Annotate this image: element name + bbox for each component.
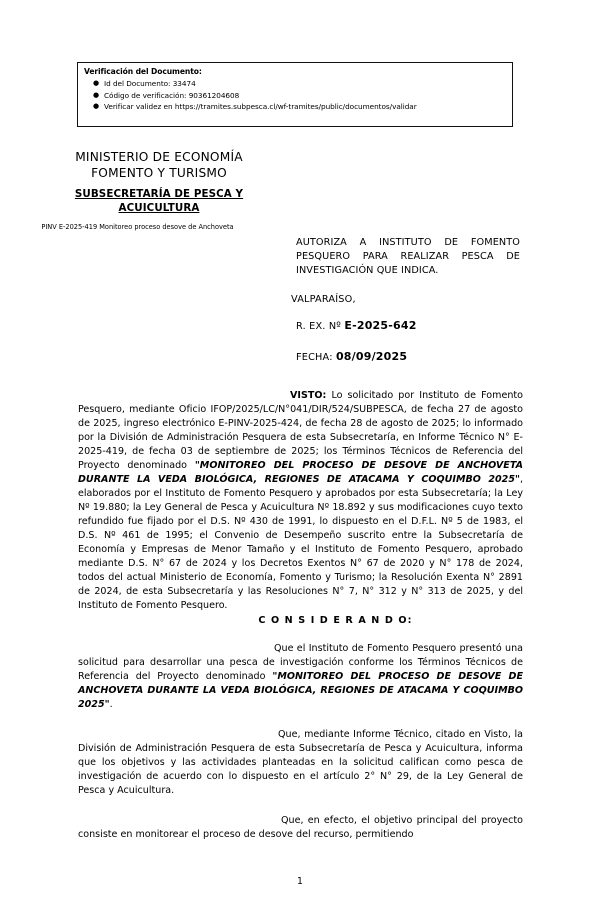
bullet-icon: ● — [93, 102, 100, 111]
resolution-subject-block — [296, 236, 520, 277]
resolution-subject: AUTORIZA A INSTITUTO DE FOMENTO PESQUERO PARA REALIZAR PESCA DE INVESTIGACIÓN QUE INDICA. — [296, 237, 520, 276]
resolution-date-label: FECHA: — [296, 352, 333, 363]
subsecretaria-heading — [24, 188, 294, 215]
list-item — [93, 90, 512, 102]
resolution-number-value: E-2025-642 — [344, 319, 417, 332]
considerando-1-text-part-2: . — [109, 698, 113, 710]
spacer — [78, 712, 523, 728]
subsecretaria-line-2: ACUICULTURA — [118, 201, 200, 214]
verification-code: Código de verificación: 90361204608 — [104, 90, 240, 100]
bullet-icon: ● — [93, 90, 100, 99]
ministry-name-line-1: MINISTERIO DE ECONOMÍA — [75, 150, 243, 164]
ministry-name-line-2: FOMENTO Y TURISMO — [91, 165, 227, 180]
considerando-2-text: Que, mediante Informe Técnico, citado en Visto, la División de Administración Pesquera de esta Subsecretaría de Pesca y Acuicultura, informa que los objetivos y las actividades planteadas en la solicitud califican como pesca de investigación de acuerdo con lo dispuesto en el artículo 2° N° 29, de la Ley General de Pesca y Acuicultura. — [78, 728, 523, 796]
verification-box-title: Verificación del Documento: — [84, 67, 202, 76]
paragraph-visto — [78, 389, 523, 613]
visto-project-title: "MONITOREO DEL PROCESO DE DESOVE DE ANCHOVETA DURANTE LA VEDA BIOLÓGICA, REGIONES DE ATACAMA Y COQUIMBO 2025" — [78, 459, 523, 485]
considerando-3-text: Que, en efecto, el objetivo principal del proyecto consiste en monitorear el proceso de desove del recurso, permitiendo — [78, 814, 523, 840]
visto-label: VISTO: — [290, 390, 327, 401]
subsecretaria-line-1: SUBSECRETARÍA DE PESCA Y — [74, 188, 244, 201]
spacer — [78, 626, 523, 642]
page-number: 1 — [297, 876, 303, 887]
visto-text-part-2: , elaborados por el Instituto de Fomento Pesquero y aprobados por esta Subsecretaría; la Ley Nº 19.880; la Ley General de Pesca y Acuicultura Nº 18.892 y sus modificaciones cuyo texto refundido fue fijado por el D.S. Nº 430 de 1991, lo dispuesto en el D.F.L. Nº 5 de 1983, el D.S. Nº 461 de 1995; el Convenio de Desempeño suscrito entre la Subsecretaría de Economía y Empresas de Menor Tamaño y el Instituto de Fomento Pesquero, aprobado mediante D.S. N° 67 de 2024 y los Decretos Exentos N° 67 de 2020 y N° 178 de 2024, todos del actual Ministerio de Economía, Fomento y Turismo; la Resolución Exenta N° 2891 de 2024, de esta Subsecretaría y las Resoluciones N° 7, N° 312 y N° 313 de 2025, y del Instituto de Fomento Pesquero. — [78, 473, 523, 611]
paragraph-considerando-3 — [78, 814, 523, 842]
list-item — [93, 78, 512, 90]
verification-id: Id del Documento: 33474 — [104, 79, 196, 89]
spacer — [78, 798, 523, 814]
paragraph-considerando-2 — [78, 728, 523, 798]
considerando-1-project-title: "MONITOREO DEL PROCESO DE DESOVE DE ANCHOVETA DURANTE LA VEDA BIOLÓGICA, REGIONES DE ATACAMA Y COQUIMBO 2025" — [78, 670, 523, 710]
resolution-date-line — [296, 350, 407, 363]
verification-url: Verificar validez en https://tramites.subpesca.cl/wf-tramites/public/documentos/validar — [104, 102, 417, 112]
verification-box-list — [78, 78, 512, 113]
project-reference-text: PINV E-2025-419 Monitoreo proceso desove de Anchoveta — [41, 222, 234, 231]
resolution-number-label: R. EX. Nº — [296, 321, 342, 332]
resolution-number-line — [296, 319, 417, 332]
visto-text-part-1: Lo solicitado por Instituto de Fomento Pesquero, mediante Oficio IFOP/2025/LC/N°041/DIR/524/SUBPESCA, de fecha 27 de agosto de 2025, ingreso electrónico E-PINV-2025-424, de fecha 28 de agosto de 2025; lo informado por la División de Administración Pesquera de esta Subsecretaría, en Informe Técnico N° E-2025-419, de fecha 03 de septiembre de 2025; los Términos Técnicos de Referencia del Proyecto denominado — [78, 390, 523, 471]
bullet-icon: ● — [93, 79, 100, 88]
resolution-date-value: 08/09/2025 — [335, 350, 408, 363]
paragraph-considerando-1 — [78, 642, 523, 712]
considerando-1-text-part-1: Que el Instituto de Fomento Pesquero presentó una solicitud para desarrollar una pesca de investigación conforme los Términos Técnicos de Referencia del Proyecto denominado — [78, 642, 523, 682]
project-reference — [35, 223, 240, 232]
list-item — [93, 101, 512, 113]
verification-box — [77, 62, 513, 127]
place-line: VALPARAÍSO, — [291, 294, 356, 305]
document-body — [78, 389, 523, 842]
letterhead — [24, 150, 294, 231]
considerando-heading: C O N S I D E R A N D O: — [258, 614, 413, 626]
